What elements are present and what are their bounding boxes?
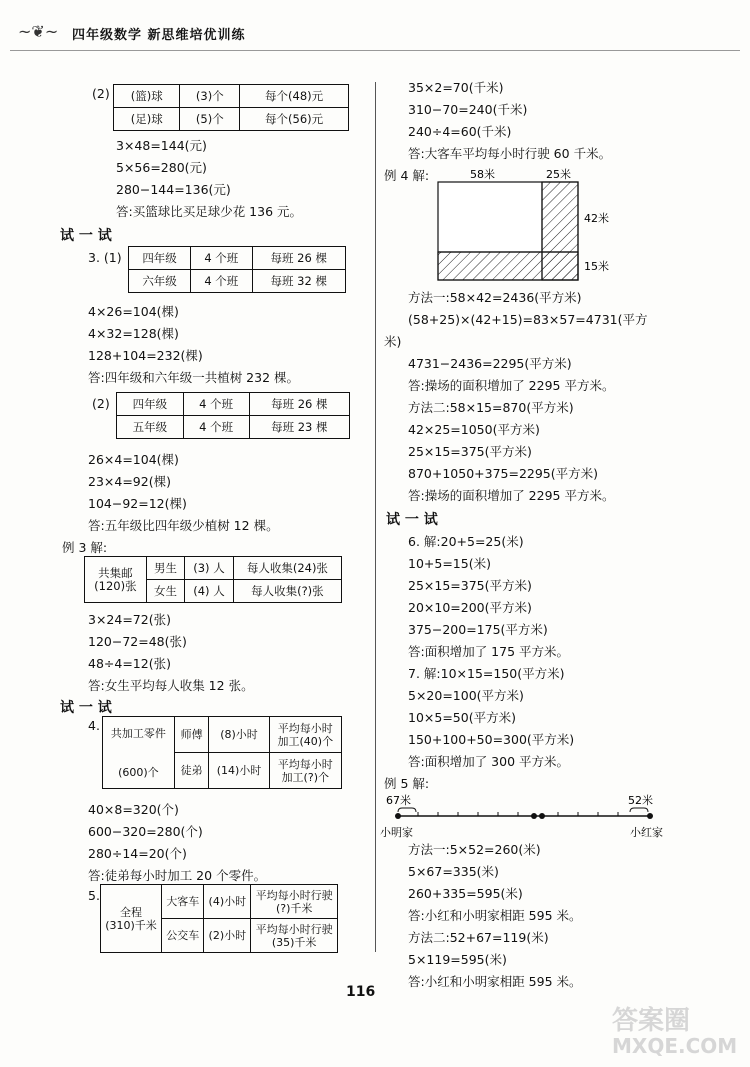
xiaoming-home-point	[395, 813, 401, 819]
table-cell: 大客车	[162, 885, 204, 919]
calc-line: 260+335=595(米)	[408, 886, 523, 901]
watermark-logo: 答案圈	[612, 1006, 691, 1036]
calc-line: 240÷4=60(千米)	[408, 124, 512, 139]
meeting-point-b	[539, 813, 545, 819]
table-cell-line: (310)千米	[105, 918, 157, 932]
table-cell: 每个(48)元	[240, 85, 349, 108]
table-cell: 六年级	[129, 270, 191, 293]
calc-line: 7. 解:10×15=150(平方米)	[408, 666, 565, 681]
calc-line: 4731−2436=2295(平方米)	[408, 356, 572, 371]
table-cell: (篮)球	[114, 85, 180, 108]
table-bus	[100, 884, 338, 953]
xiaohong-home-point	[647, 813, 653, 819]
table-cell	[269, 753, 341, 789]
side-extension-label: 15米	[584, 260, 609, 273]
calc-line: 120−72=48(张)	[88, 634, 187, 649]
left-distance-label: 67米	[386, 794, 411, 807]
answer-line: 答:小红和小明家相距 595 米。	[408, 974, 582, 989]
table-cell-line: 平均每小时	[277, 721, 333, 735]
calc-line: 10+5=15(米)	[408, 556, 491, 571]
table-cell: (2)小时	[204, 919, 251, 953]
table-cell: (8)小时	[209, 717, 269, 753]
table-cell: 男生	[146, 557, 184, 580]
calc-line: 104−92=12(棵)	[88, 496, 187, 511]
table-cell-total	[103, 717, 175, 789]
calc-line: 米)	[384, 334, 402, 349]
calc-line: 26×4=104(棵)	[88, 452, 179, 467]
calc-line: 280÷14=20(个)	[88, 846, 187, 861]
item-label: (2)	[92, 86, 110, 101]
table-cell: 每班 32 棵	[252, 270, 345, 293]
calc-line: 280−144=136(元)	[116, 182, 231, 197]
table-cell: 四年级	[117, 393, 184, 416]
calc-line: 6. 解:20+5=25(米)	[408, 534, 524, 549]
table-cell-line: 全程	[120, 905, 143, 919]
table-cell-line: (120)张	[94, 578, 137, 593]
item-label: 3. (1)	[88, 250, 122, 265]
table-cell: 师傅	[174, 717, 209, 753]
table-cell-line: 平均每小时行驶	[255, 922, 333, 936]
answer-line: 答:四年级和六年级一共植树 232 棵。	[88, 370, 300, 385]
table-cell: 四年级	[129, 247, 191, 270]
calc-line: 5×67=335(米)	[408, 864, 499, 879]
table-cell: (5)个	[180, 108, 240, 131]
calc-line: 23×4=92(棵)	[88, 474, 171, 489]
table-cell: 每人收集(24)张	[233, 557, 341, 580]
table-cell-line: 共集邮	[98, 565, 133, 580]
calc-line: 128+104=232(棵)	[88, 348, 203, 363]
answer-line: 答:女生平均每人收集 12 张。	[88, 678, 254, 693]
table-cell-total	[85, 557, 147, 603]
calc-line: 25×15=375(平方米)	[408, 578, 532, 593]
meeting-point-a	[531, 813, 537, 819]
side-width-label: 42米	[584, 212, 609, 225]
table-cell-line: 平均每小时	[277, 757, 333, 771]
table-cell: 4 个班	[183, 393, 249, 416]
calc-line: 20×10=200(平方米)	[408, 600, 532, 615]
calc-line: 600−320=280(个)	[88, 824, 203, 839]
table-cell-line: (600)个	[118, 765, 159, 779]
answer-line: 答:徒弟每小时加工 20 个零件。	[88, 868, 267, 883]
book-title: 四年级数学 新思维培优训练	[72, 28, 246, 43]
item-label: 5.	[88, 888, 100, 903]
calc-line: 方法二:58×15=870(平方米)	[408, 400, 574, 415]
table-cell: (14)小时	[209, 753, 269, 789]
table-tree-planting-2	[116, 392, 350, 439]
calc-line: 150+100+50=300(平方米)	[408, 732, 575, 747]
answer-line: 答:操场的面积增加了 2295 平方米。	[408, 488, 615, 503]
calc-line: 40×8=320(个)	[88, 802, 179, 817]
table-cell: 4 个班	[191, 247, 252, 270]
table-cell-line: 共加工零件	[110, 726, 166, 740]
table-cell-line: 平均每小时行驶	[255, 888, 333, 902]
table-tree-planting-1	[128, 246, 346, 293]
calc-line: 5×119=595(米)	[408, 952, 507, 967]
calc-line: 方法一:5×52=260(米)	[408, 842, 541, 857]
table-cell: 4 个班	[183, 416, 249, 439]
table-cell: (4) 人	[185, 580, 234, 603]
calc-line: 310−70=240(千米)	[408, 102, 528, 117]
table-ball-prices	[113, 84, 349, 131]
calc-line: 10×5=50(平方米)	[408, 710, 516, 725]
table-cell: (足)球	[114, 108, 180, 131]
table-cell: (3)个	[180, 85, 240, 108]
table-cell: 每个(56)元	[240, 108, 349, 131]
table-cell	[251, 919, 338, 953]
table-cell: 徒弟	[174, 753, 209, 789]
calc-line: 3×24=72(张)	[88, 612, 171, 627]
added-strip-bottom	[438, 252, 578, 280]
calc-line: 42×25=1050(平方米)	[408, 422, 540, 437]
section-heading: 试 一 试	[60, 700, 112, 716]
calc-line: 35×2=70(千米)	[408, 80, 504, 95]
table-cell-line: (?)千米	[275, 901, 313, 915]
header-rule	[10, 50, 740, 51]
table-cell-line: 加工(?)个	[281, 770, 329, 784]
table-cell-line: 加工(40)个	[277, 734, 334, 748]
page-header	[10, 14, 740, 54]
answer-line: 答:买篮球比买足球少花 136 元。	[116, 204, 303, 219]
table-cell-line: (35)千米	[271, 935, 317, 949]
table-cell: 女生	[146, 580, 184, 603]
calc-line: (58+25)×(42+15)=83×57=4731(平方	[408, 312, 648, 327]
table-parts	[102, 716, 342, 789]
top-extension-label: 25米	[546, 168, 571, 181]
right-distance-label: 52米	[628, 794, 653, 807]
item-label: 4.	[88, 718, 100, 733]
item-label: (2)	[92, 396, 110, 411]
table-cell	[251, 885, 338, 919]
calc-line: 25×15=375(平方米)	[408, 444, 532, 459]
calc-line: 5×56=280(元)	[116, 160, 207, 175]
section-heading: 试 一 试	[60, 228, 112, 244]
table-cell: 每班 26 棵	[252, 247, 345, 270]
example-label: 例 3 解:	[62, 540, 108, 555]
calc-line: 方法一:58×42=2436(平方米)	[408, 290, 582, 305]
top-length-label: 58米	[470, 168, 495, 181]
answer-line: 答:面积增加了 175 平方米。	[408, 644, 570, 659]
calc-line: 870+1050+375=2295(平方米)	[408, 466, 599, 481]
decorative-vine-icon: ~❦~	[18, 22, 59, 41]
example-label: 例 5 解:	[384, 776, 430, 791]
rectangle-area-diagram	[400, 164, 630, 284]
distance-line-diagram	[380, 792, 700, 840]
table-cell-total	[101, 885, 162, 953]
calc-line: 4×26=104(棵)	[88, 304, 179, 319]
watermark-url: MXQE.COM	[612, 1034, 738, 1058]
calc-line: 375−200=175(平方米)	[408, 622, 548, 637]
calc-line: 方法二:52+67=119(米)	[408, 930, 549, 945]
calc-line: 5×20=100(平方米)	[408, 688, 524, 703]
table-cell	[269, 717, 341, 753]
answer-line: 答:小红和小明家相距 595 米。	[408, 908, 582, 923]
table-cell: 每班 26 棵	[249, 393, 349, 416]
table-cell: 公交车	[162, 919, 204, 953]
calc-line: 48÷4=12(张)	[88, 656, 171, 671]
table-cell: 五年级	[117, 416, 184, 439]
table-cell: 4 个班	[191, 270, 252, 293]
section-heading: 试 一 试	[386, 512, 438, 528]
answer-line: 答:面积增加了 300 平方米。	[408, 754, 570, 769]
table-cell: (3) 人	[185, 557, 234, 580]
calc-line: 3×48=144(元)	[116, 138, 207, 153]
left-home-label: 小明家	[380, 826, 413, 839]
table-cell: (4)小时	[204, 885, 251, 919]
table-cell: 每班 23 棵	[249, 416, 349, 439]
table-cell: 每人收集(?)张	[233, 580, 341, 603]
right-home-label: 小红家	[630, 826, 663, 839]
example-label: 例 4 解:	[384, 168, 430, 183]
page-number: 116	[346, 984, 376, 1000]
answer-line: 答:操场的面积增加了 2295 平方米。	[408, 378, 615, 393]
table-stamps	[84, 556, 342, 603]
answer-line: 答:五年级比四年级少植树 12 棵。	[88, 518, 279, 533]
column-divider	[375, 82, 376, 952]
calc-line: 4×32=128(棵)	[88, 326, 179, 341]
answer-line: 答:大客车平均每小时行驶 60 千米。	[408, 146, 612, 161]
